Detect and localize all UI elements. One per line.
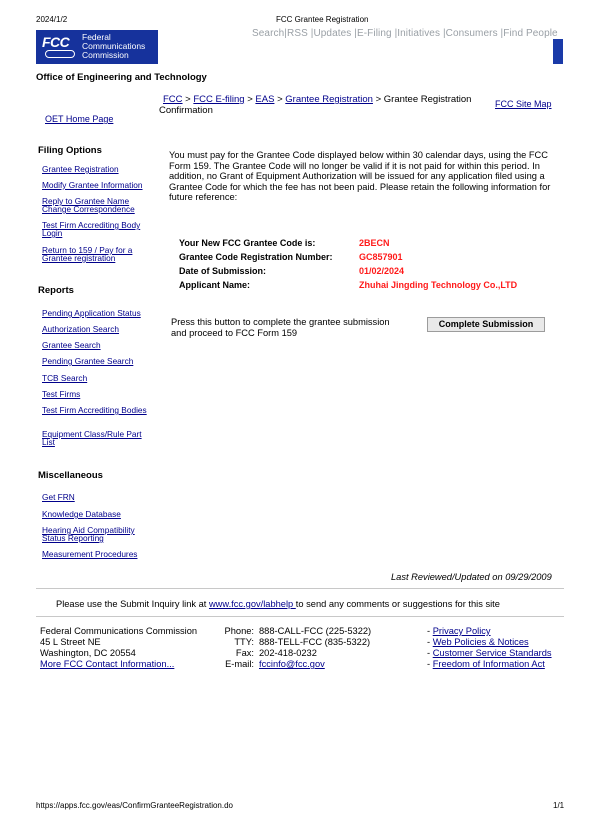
inquiry-text-after: to send any comments or suggestions for this site — [295, 599, 500, 609]
bullet: - — [427, 648, 431, 658]
sidebar-heading-misc: Miscellaneous — [38, 470, 103, 481]
web-policies-link[interactable]: Web Policies & Notices — [432, 637, 529, 647]
sidebar-item-return-159[interactable]: Return to 159 / Pay for a Grantee registration — [42, 245, 133, 263]
sidebar-item-reply-name-change[interactable]: Reply to Grantee Name Change Correspondence — [42, 196, 135, 214]
contact-label-tty: TTY: — [234, 637, 254, 647]
sidebar-item-test-firm-accrediting[interactable]: Test Firm Accrediting Bodies — [42, 405, 147, 415]
sidebar-item-pending-app-status[interactable]: Pending Application Status — [42, 308, 141, 318]
nav-search[interactable]: Search — [252, 28, 285, 39]
bullet: - — [427, 637, 431, 647]
contact-value-fax: 202-418-0232 — [259, 648, 317, 658]
sidebar-item-knowledge-database[interactable]: Knowledge Database — [42, 509, 121, 519]
print-footer-url: https://apps.fcc.gov/eas/ConfirmGranteeRegistration.do — [36, 801, 233, 810]
intro-paragraph: You must pay for the Grantee Code displayed below within 30 calendar days, using the FCC Form 159. The Grantee Code will no longer be valid if it is not paid for within this period. In addition, no Grant of Equipment Authorization will be issued for any application filed using a Grantee Code for which the fee has not been paid. Please retain the following information for future reference: — [169, 150, 551, 202]
breadcrumb-sep: > — [247, 94, 253, 105]
contact-label-phone: Phone: — [224, 626, 254, 636]
inquiry-line — [56, 599, 500, 609]
sidebar-item-authorization-search[interactable]: Authorization Search — [42, 324, 120, 334]
site-map-link[interactable]: FCC Site Map — [495, 99, 552, 109]
sidebar-item-measurement-procedures[interactable]: Measurement Procedures — [42, 549, 138, 559]
bullet: - — [427, 659, 431, 669]
breadcrumb-current: Grantee Registration — [383, 94, 472, 105]
field-value-registration-number: GC857901 — [359, 252, 403, 262]
contact-label-email: E-mail: — [225, 659, 254, 669]
breadcrumb-grantee-registration[interactable]: Grantee Registration — [285, 94, 373, 105]
nav-rss[interactable]: RSS — [287, 28, 308, 39]
sidebar-heading-reports: Reports — [38, 285, 74, 296]
breadcrumb-sep: > — [277, 94, 283, 105]
footer-address-line1: Federal Communications Commission — [40, 626, 198, 636]
breadcrumb-eas[interactable]: EAS — [255, 94, 275, 105]
nav-initiatives[interactable]: Initiatives — [397, 28, 441, 39]
print-footer-page: 1/1 — [553, 801, 565, 810]
oet-home-link[interactable]: OET Home Page — [45, 114, 114, 124]
nav-updates[interactable]: Updates — [313, 28, 352, 39]
field-label-registration-number: Grantee Code Registration Number: — [179, 252, 333, 262]
field-value-submission-date: 01/02/2024 — [359, 266, 405, 276]
footer-address-line2: 45 L Street NE — [40, 637, 101, 647]
divider-bottom — [36, 616, 564, 617]
more-contact-link[interactable]: More FCC Contact Information... — [40, 659, 175, 669]
top-nav: Search|RSS |Updates |E-Filing |Initiatives |Consumers |Find People — [252, 28, 558, 39]
sidebar-heading-filing: Filing Options — [38, 145, 102, 156]
field-label-grantee-code: Your New FCC Grantee Code is: — [179, 238, 316, 248]
breadcrumb-current-line2: Confirmation — [159, 105, 213, 116]
office-title: Office of Engineering and Technology — [36, 72, 207, 83]
policy-item-customer — [427, 648, 552, 659]
last-reviewed: Last Reviewed/Updated on 09/29/2009 — [391, 572, 552, 582]
sidebar-item-grantee-search[interactable]: Grantee Search — [42, 340, 101, 350]
print-date: 2024/1/2 — [36, 15, 68, 24]
contact-label-fax: Fax: — [235, 648, 254, 658]
breadcrumb-sep: > — [185, 94, 191, 105]
labhelp-link[interactable]: www.fcc.gov/labhelp — [208, 599, 296, 609]
contact-email-link[interactable]: fccinfo@fcc.gov — [259, 659, 325, 669]
customer-service-link[interactable]: Customer Service Standards — [432, 648, 552, 658]
fcc-seal-icon — [45, 50, 75, 58]
nav-efiling[interactable]: E-Filing — [356, 28, 392, 39]
field-label-submission-date: Date of Submission: — [179, 266, 267, 276]
bullet: - — [427, 626, 431, 636]
sidebar-item-grantee-registration[interactable]: Grantee Registration — [42, 164, 119, 174]
divider-top — [36, 588, 564, 589]
sidebar-item-test-firms[interactable]: Test Firms — [42, 389, 81, 399]
field-label-applicant-name: Applicant Name: — [179, 280, 251, 290]
complete-submission-button[interactable]: Complete Submission — [427, 317, 545, 332]
header-tab-decoration — [553, 39, 563, 64]
nav-consumers[interactable]: Consumers — [445, 28, 498, 39]
sidebar-item-test-firm-login[interactable]: Test Firm Accrediting Body Login — [42, 220, 141, 238]
print-title: FCC Grantee Registration — [276, 15, 369, 24]
fcc-logo-acronym: FCC — [42, 34, 70, 50]
sidebar-item-equipment-class[interactable]: Equipment Class/Rule Part List — [42, 429, 142, 447]
fcc-logo-org-name: Federal Communications Commission — [82, 32, 146, 60]
footer-address-line3: Washington, DC 20554 — [40, 648, 136, 658]
privacy-policy-link[interactable]: Privacy Policy — [432, 626, 491, 636]
sidebar-item-get-frn[interactable]: Get FRN — [42, 492, 75, 502]
fcc-logo[interactable] — [36, 30, 158, 64]
sidebar-item-tcb-search[interactable]: TCB Search — [42, 373, 88, 383]
sidebar-item-modify-grantee[interactable]: Modify Grantee Information — [42, 180, 143, 190]
contact-value-tty: 888-TELL-FCC (835-5322) — [259, 637, 371, 647]
sidebar-item-pending-grantee-search[interactable]: Pending Grantee Search — [42, 356, 134, 366]
policy-item-privacy — [427, 626, 491, 637]
field-value-applicant-name: Zhuhai Jingding Technology Co.,LTD — [359, 280, 518, 290]
breadcrumb-sep: > — [375, 94, 382, 105]
foia-link[interactable]: Freedom of Information Act — [432, 659, 545, 669]
press-instruction-line1: Press this button to complete the grantee submission — [171, 317, 390, 327]
nav-find-people[interactable]: Find People — [503, 28, 558, 39]
policy-item-foia — [427, 659, 545, 670]
press-instruction-line2: and proceed to FCC Form 159 — [171, 328, 298, 338]
breadcrumb-fcc-efiling[interactable]: FCC E-filing — [193, 94, 245, 105]
policy-item-web — [427, 637, 529, 648]
field-value-grantee-code: 2BECN — [359, 238, 390, 248]
breadcrumb — [163, 94, 471, 105]
sidebar-item-hac-status[interactable]: Hearing Aid Compatibility Status Reporting — [42, 525, 135, 543]
inquiry-text-before: Please use the Submit Inquiry link at — [56, 599, 209, 609]
breadcrumb-fcc[interactable]: FCC — [163, 94, 183, 105]
contact-value-phone: 888-CALL-FCC (225-5322) — [259, 626, 372, 636]
